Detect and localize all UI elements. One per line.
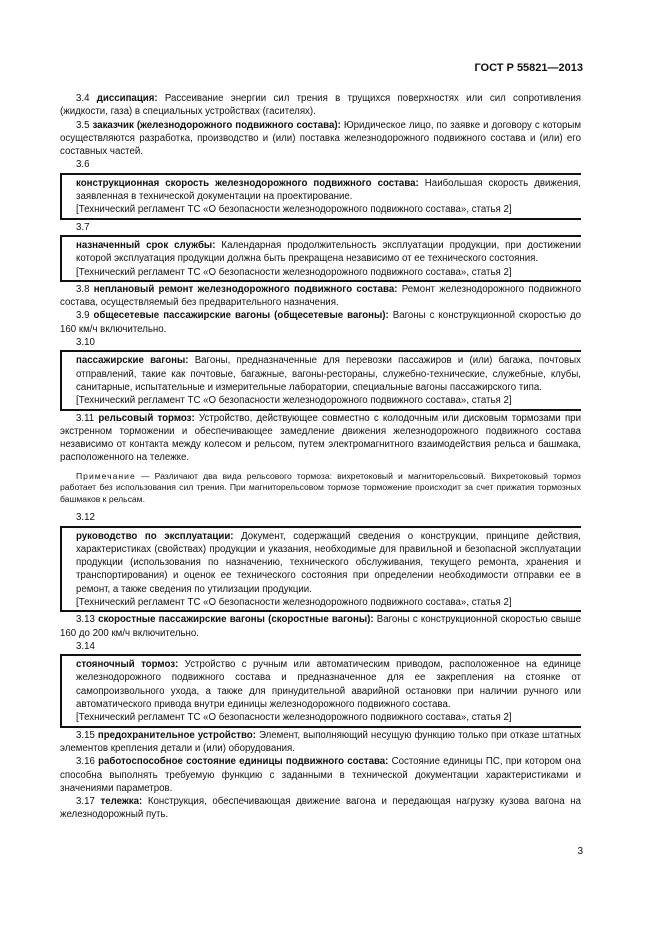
- source-reference: [Технический регламент ТС «О безопасности железнодорожного подвижного состава», статья 2]: [76, 597, 512, 608]
- definition-3-13: [60, 613, 581, 640]
- term: назначенный срок службы:: [76, 239, 216, 251]
- definition-number: 3.15: [76, 729, 95, 741]
- boxed-definition-3-6: [60, 173, 581, 220]
- definition-text: Рассеивание энергии сил трения в трущихся поверхностях или сил сопротивления (жидкости, газа) в специальных устройствах (гасителях).: [60, 93, 581, 118]
- term: заказчик (железнодорожного подвижного состава):: [92, 119, 341, 131]
- term: скоростные пассажирские вагоны (скоростные вагоны):: [98, 614, 374, 626]
- note-label: Примечание: [76, 470, 136, 481]
- definition-number-3-7: 3.7: [76, 221, 90, 233]
- boxed-definition-3-12: [60, 526, 581, 613]
- source-reference: [Технический регламент ТС «О безопасности железнодорожного подвижного состава», статья 2]: [76, 712, 512, 724]
- term: работоспособное состояние единицы подвижного состава:: [98, 756, 389, 768]
- definition-text: Состояние единицы ПС, при котором она способна выполнять требуемую функцию с заданными в технической документации характеристиками и значениями параметров.: [60, 756, 581, 794]
- definition-number: 3.16: [76, 756, 95, 768]
- definition-number: 3.11: [76, 412, 95, 424]
- term: стояночный тормоз:: [76, 659, 179, 671]
- definition-text: Элемент, выполняющий несущую функцию только при отказе штатных элементов крепления детали и (или) оборудования.: [60, 729, 581, 754]
- standard-code: ГОСТ Р 55821—2013: [474, 62, 583, 74]
- boxed-definition-3-10: [60, 350, 581, 410]
- definition-number: 3.4: [76, 93, 90, 104]
- definition-number-3-10: 3.10: [76, 337, 95, 349]
- definition-3-16: [60, 755, 581, 795]
- page-number: 3: [577, 846, 583, 857]
- definition-text: Вагоны, предназначенные для перевозки пассажиров и (или) багажа, почтовых отправлений, такие как почтовые, багажные, вагоны-рестораны, служебно-технические, служебные, клубы, санитарные, испытательные и измерительные лаборатории, специальные вагоны пассажирского типа.: [76, 355, 581, 393]
- note-text: Различают два вида рельсового тормоза: вихретоковый и магниторельсовый. Вихретоковый тормоз работает без использования сил трения. При магниторельсовом тормозе торможение происходит за счет прижатия тормозных башмаков к рельсам.: [60, 470, 582, 504]
- definition-number-3-12: 3.12: [76, 512, 95, 524]
- definition-text: Юридическое лицо, по заявке и договору с которым осуществляются разработка, производство и (или) поставка железнодорожного подвижного состава и (или) его составных частей.: [60, 119, 581, 158]
- definition-3-4: [60, 92, 581, 119]
- term: руководство по эксплуатации:: [76, 530, 234, 542]
- definition-number-3-6: 3.6: [76, 159, 90, 171]
- definition-text: Устройство с ручным или автоматическим приводом, расположенное на единице железнодорожного подвижного состава и предназначенное для ее закрепления на стоянке от самопроизвольного ухода, а также для принудительной аварийной остановки при наличии ручного или автоматического привода внутри единицы железнодорожного подвижного состава.: [76, 659, 582, 711]
- definition-3-9: [60, 309, 581, 336]
- definition-3-17: [60, 795, 581, 822]
- term: диссипация:: [96, 93, 158, 104]
- definition-number: 3.9: [76, 310, 90, 322]
- definition-3-11: [60, 412, 581, 465]
- term: общесетевые пассажирские вагоны (общесетевые вагоны):: [93, 310, 389, 322]
- boxed-definition-3-14: [60, 654, 581, 727]
- term: конструкционная скорость железнодорожного подвижного состава:: [76, 177, 419, 189]
- term: рельсовый тормоз:: [98, 412, 195, 424]
- term: неплановый ремонт железнодорожного подвижного состава:: [93, 283, 398, 295]
- note-dash: —: [135, 470, 155, 481]
- source-reference: [Технический регламент ТС «О безопасности железнодорожного подвижного состава», статья 2]: [76, 266, 512, 278]
- note: [60, 471, 581, 506]
- definition-text: Наибольшая скорость движения, заявленная в технической документации на проектирование.: [76, 177, 581, 203]
- definition-text: Вагоны с конструкционной скоростью свыше 160 до 200 км/ч включительно.: [60, 614, 581, 639]
- source-reference: [Технический регламент ТС «О безопасности железнодорожного подвижного состава», статья 2]: [76, 395, 512, 407]
- definition-text: Документ, содержащий сведения о конструкции, принципе действия, характеристиках (свойствах) продукции и указания, необходимые для правильной и безопасной эксплуатации продукции (использования по назначению, технического обслуживания, текущего ремонта, хранения и транспортирования) и оценок ее технического состояния при определении необходимости отправки ее в ремонт, а также сведения по утилизации продукции.: [76, 530, 581, 595]
- definition-text: Конструкция, обеспечивающая движение вагона и передающая нагрузку кузова вагона на железнодорожный путь.: [60, 796, 581, 821]
- definition-text: Календарная продолжительность эксплуатации продукции, при достижении которой эксплуатация продукции должна быть прекращена независимо от ее технического состояния.: [76, 239, 581, 265]
- definition-text: Вагоны с конструкционной скоростью до 160 км/ч включительно.: [60, 310, 582, 335]
- definition-3-15: [60, 729, 581, 756]
- definition-3-8: [60, 283, 581, 310]
- definitions-body: [60, 92, 581, 822]
- definition-number: 3.17: [76, 796, 95, 808]
- term: пассажирские вагоны:: [76, 355, 189, 367]
- definition-number: 3.13: [76, 614, 95, 626]
- definition-text: Устройство, действующее совместно с колодочным или дисковым тормозами при экстренном торможении и обеспечивающее замедление движения железнодорожного подвижного состава независимо от контакта между колесом и рельсом, путем электромагнитного взаимодействия рельса и башмака, расположенного на тележке.: [60, 412, 581, 464]
- definition-3-5: [60, 119, 581, 159]
- definition-number: 3.5: [76, 119, 90, 131]
- definition-number-3-14: 3.14: [76, 640, 95, 652]
- term: предохранительное устройство:: [97, 729, 256, 741]
- definition-text: Ремонт железнодорожного подвижного состава, осуществляемый без предварительного назначения.: [60, 283, 581, 309]
- term: тележка:: [100, 796, 143, 808]
- source-reference: [Технический регламент ТС «О безопасности железнодорожного подвижного состава», статья 2]: [76, 204, 512, 216]
- boxed-definition-3-7: [60, 235, 581, 282]
- definition-number: 3.8: [76, 283, 90, 295]
